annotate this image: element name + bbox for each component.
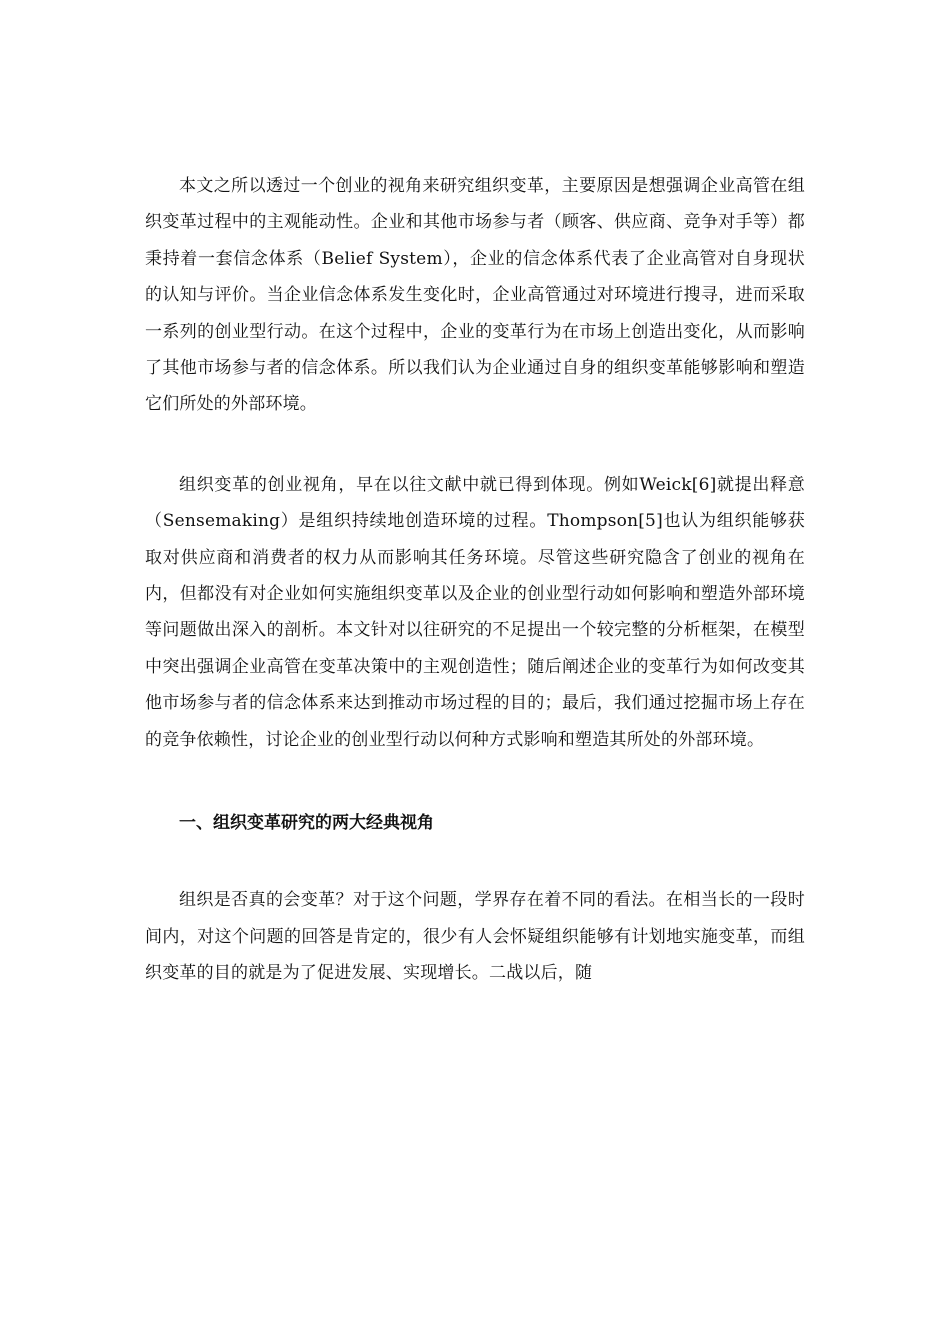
document-page: [145, 168, 805, 991]
paragraph-literature: 组织变革的创业视角，早在以往文献中就已得到体现。例如Weick[6]就提出释意（Sensemaking）是组织持续地创造环境的过程。Thompson[5]也认为组织能够获取对供应商和消费者的权力从而影响其任务环境。尽管这些研究隐含了创业的视角在内，但都没有对企业如何实施组织变革以及企业的创业型行动如何影响和塑造外部环境等问题做出深入的剖析。本文针对以往研究的不足提出一个较完整的分析框架，在模型中突出强调企业高管在变革决策中的主观创造性；随后阐述企业的变革行为如何改变其他市场参与者的信念体系来达到推动市场过程的目的；最后，我们通过挖掘市场上存在的竞争依赖性，讨论企业的创业型行动以何种方式影响和塑造其所处的外部环境。: [145, 474, 805, 750]
section-heading: 一、组织变革研究的两大经典视角: [179, 813, 434, 834]
paragraph-section-one: 组织是否真的会变革？对于这个问题，学界存在着不同的看法。在相当长的一段时间内，对这个问题的回答是肯定的，很少有人会怀疑组织能够有计划地实施变革，而组织变革的目的就是为了促进发展、实现增长。二战以后，随: [145, 890, 805, 983]
paragraph-intro: 本文之所以透过一个创业的视角来研究组织变革，主要原因是想强调企业高管在组织变革过程中的主观能动性。企业和其他市场参与者（顾客、供应商、竞争对手等）都秉持着一套信念体系（Belief System），企业的信念体系代表了企业高管对自身现状的认知与评价。当企业信念体系发生变化时，企业高管通过对环境进行搜寻，进而采取一系列的创业型行动。在这个过程中，企业的变革行为在市场上创造出变化，从而影响了其他市场参与者的信念体系。所以我们认为企业通过自身的组织变革能够影响和塑造它们所处的外部环境。: [145, 176, 805, 415]
